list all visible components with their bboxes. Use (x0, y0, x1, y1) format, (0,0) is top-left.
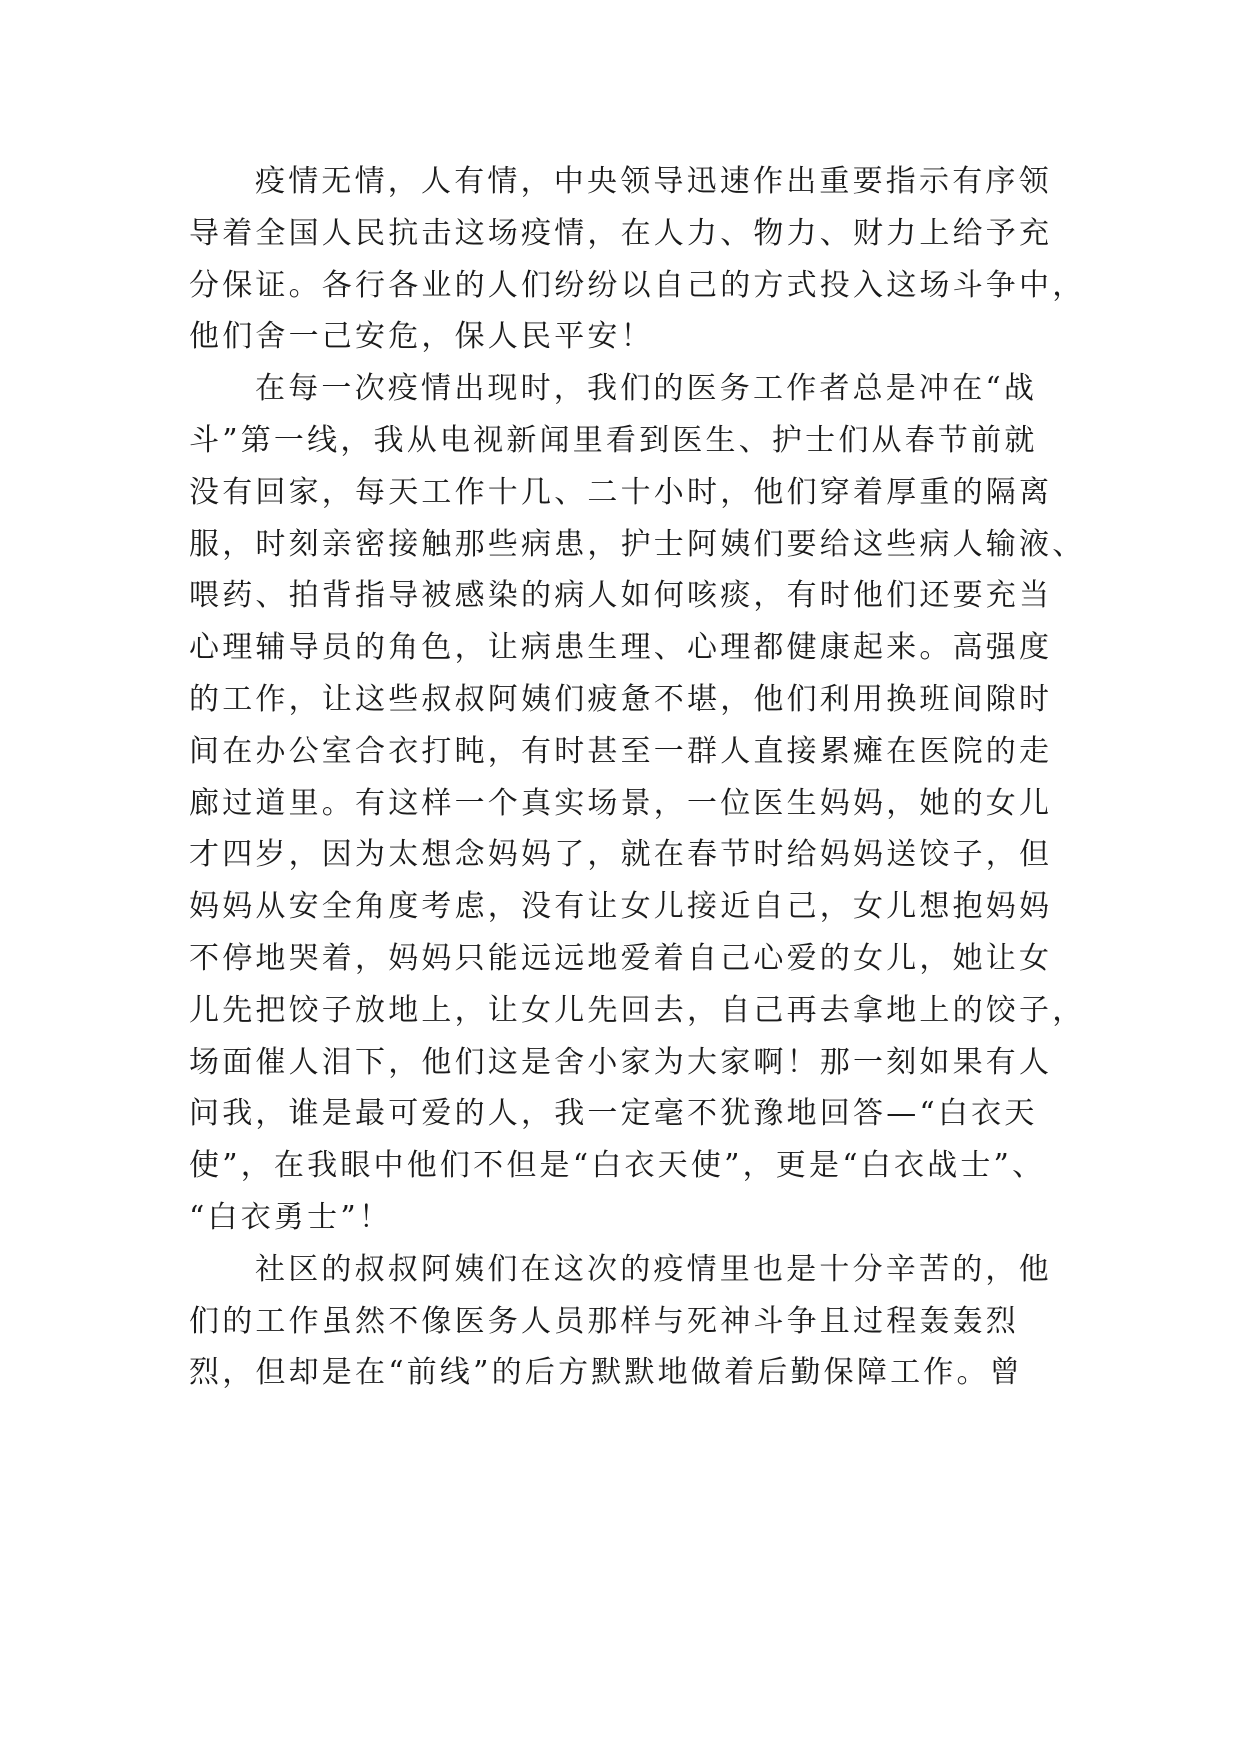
text-line: 社区的叔叔阿姨们在这次的疫情里也是十分辛苦的，他 (255, 1251, 1052, 1287)
text-line: 间在办公室合衣打盹，有时甚至一群人直接累瘫在医院的走 (189, 733, 1053, 769)
text-line: 他们舍一己安危，保人民平安！ (189, 319, 654, 355)
text-line: 场面催人泪下，他们这是舍小家为大家啊！那一刻如果有人 (189, 1044, 1053, 1080)
text-line: 廊过道里。有这样一个真实场景，一位医生妈妈，她的女儿 (189, 785, 1053, 821)
text-line: 疫情无情，人有情，中央领导迅速作出重要指示有序领 (255, 164, 1052, 199)
text-line: 导着全国人民抗击这场疫情，在人力、物力、财力上给予充 (189, 215, 1053, 251)
text-line: 在每一次疫情出现时，我们的医务工作者总是冲在“战 (255, 371, 1038, 407)
text-line: 妈妈从安全角度考虑，没有让女儿接近自己，女儿想抱妈妈 (189, 889, 1053, 925)
text-line: 心理辅导员的角色，让病患生理、心理都健康起来。高强度 (189, 630, 1053, 666)
text-line: 斗”第一线，我从电视新闻里看到医生、护士们从春节前就 (189, 422, 1038, 458)
text-line: 喂药、拍背指导被感染的病人如何咳痰，有时他们还要充当 (189, 578, 1053, 614)
text-line: 的工作，让这些叔叔阿姨们疲惫不堪，他们利用换班间隙时 (189, 681, 1053, 717)
text-line: 儿先把饺子放地上，让女儿先回去，自己再去拿地上的饺子， (189, 992, 1086, 1028)
text-line: 问我，谁是最可爱的人，我一定毫不犹豫地回答—“白衣天 (189, 1096, 1038, 1132)
text-line: 服，时刻亲密接触那些病患，护士阿姨们要给这些病人输液、 (189, 526, 1086, 562)
text-line: 使”，在我眼中他们不但是“白衣天使”，更是“白衣战士”、 (189, 1148, 1046, 1184)
text-line: 才四岁，因为太想念妈妈了，就在春节时给妈妈送饺子，但 (189, 837, 1053, 873)
text-line: 没有回家，每天工作十几、二十小时，他们穿着厚重的隔离 (189, 474, 1053, 510)
text-line: 分保证。各行各业的人们纷纷以自己的方式投入这场斗争中， (189, 267, 1086, 303)
text-line: “白衣勇士”！ (189, 1199, 393, 1235)
text-line: 烈，但却是在“前线”的后方默默地做着后勤保障工作。曾 (189, 1355, 1023, 1391)
text-line: 们的工作虽然不像医务人员那样与死神斗争且过程轰轰烈 (189, 1303, 1019, 1339)
body-text (189, 156, 1089, 1399)
text-line: 不停地哭着，妈妈只能远远地爱着自己心爱的女儿，她让女 (189, 940, 1053, 976)
